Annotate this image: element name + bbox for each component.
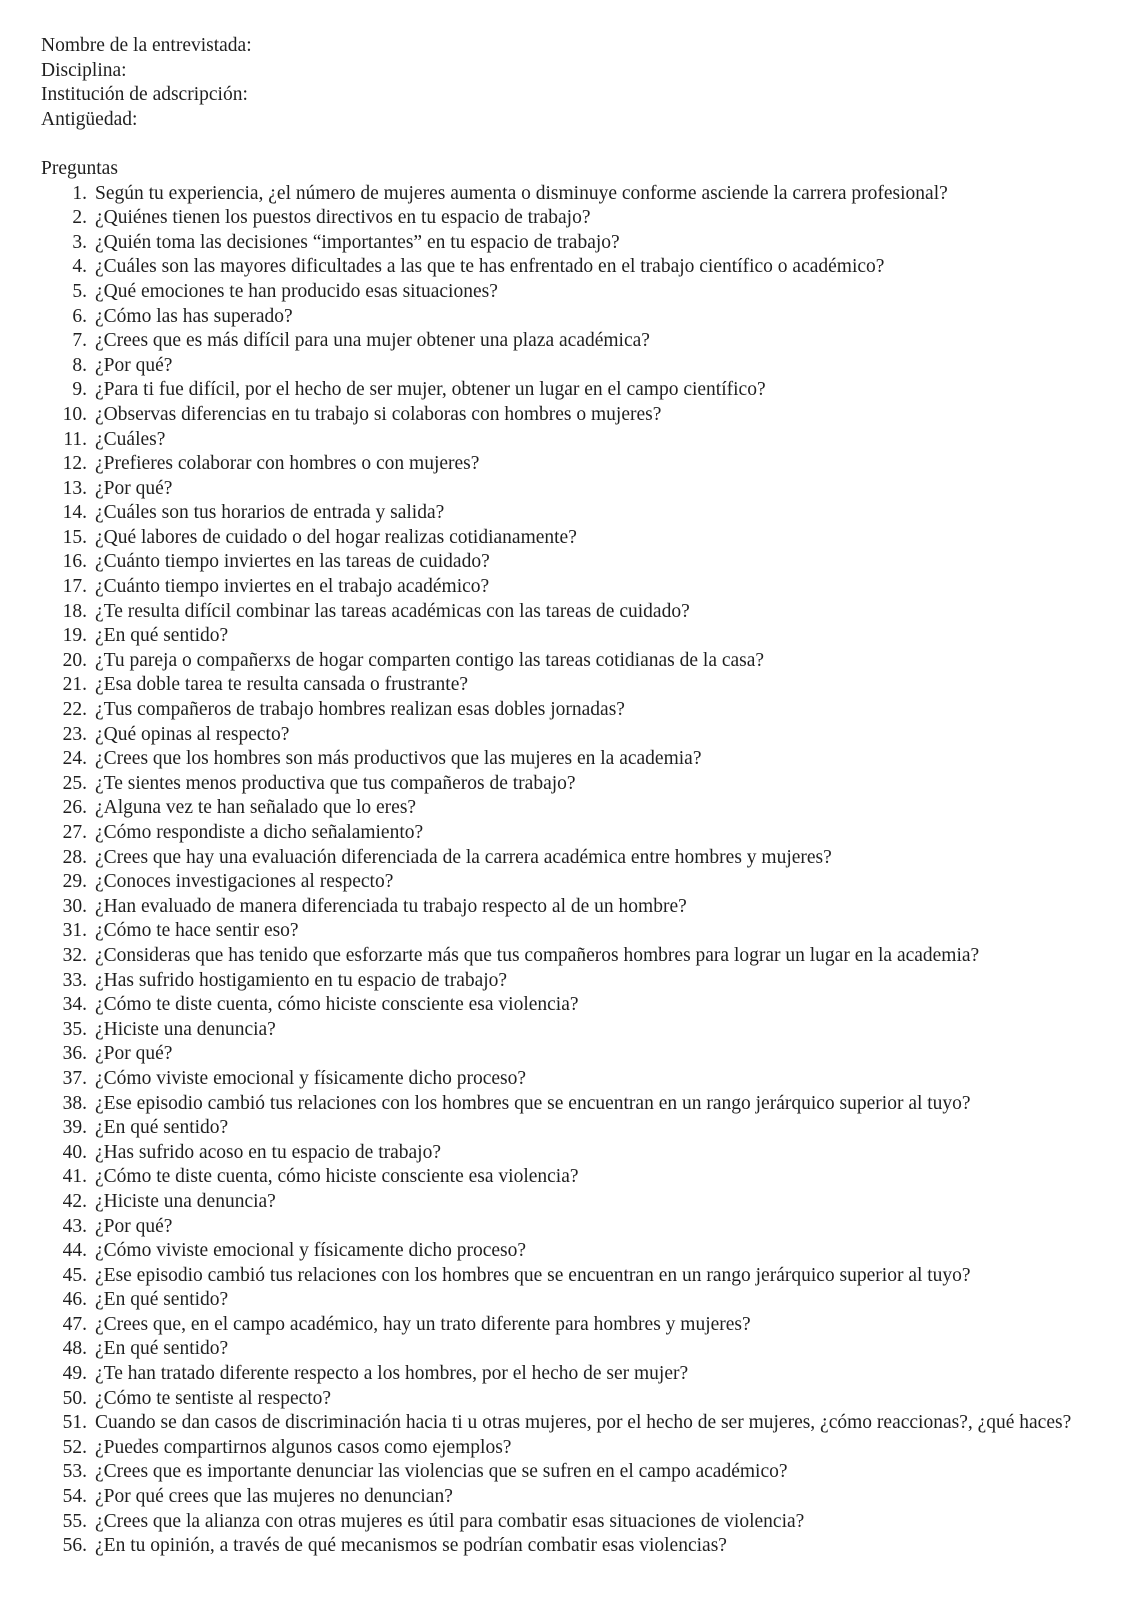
question-item	[41, 550, 1104, 575]
question-text: ¿Cuánto tiempo inviertes en el trabajo académico?	[95, 576, 490, 598]
question-text: ¿Has sufrido acoso en tu espacio de trabajo?	[95, 1141, 441, 1163]
question-number: 31.	[62, 920, 87, 942]
question-item	[41, 477, 1104, 502]
question-number: 3.	[72, 231, 87, 253]
question-item	[41, 1141, 1104, 1166]
question-number: 15.	[62, 526, 87, 548]
question-item	[41, 919, 1104, 944]
question-text: ¿Puedes compartirnos algunos casos como ejemplos?	[95, 1436, 512, 1458]
question-number: 7.	[72, 330, 87, 352]
question-item	[41, 723, 1104, 748]
question-number: 41.	[62, 1166, 87, 1188]
question-number: 10.	[62, 403, 87, 425]
question-item	[41, 993, 1104, 1018]
question-item	[41, 182, 1104, 207]
question-text: ¿Crees que la alianza con otras mujeres es útil para combatir esas situaciones de violencia?	[95, 1510, 805, 1532]
question-item	[41, 1436, 1104, 1461]
question-item	[41, 846, 1104, 871]
question-text: ¿Por qué?	[95, 1043, 173, 1065]
question-item	[41, 526, 1104, 551]
question-item	[41, 1288, 1104, 1313]
question-number: 14.	[62, 502, 87, 524]
question-item	[41, 1239, 1104, 1264]
question-number: 17.	[62, 576, 87, 598]
question-number: 45.	[62, 1264, 87, 1286]
question-number: 32.	[62, 944, 87, 966]
question-text: ¿Cuáles son tus horarios de entrada y salida?	[95, 502, 445, 524]
question-item	[41, 944, 1104, 969]
question-number: 21.	[62, 674, 87, 696]
question-item	[41, 1116, 1104, 1141]
question-text: ¿Crees que hay una evaluación diferenciada de la carrera académica entre hombres y mujeres?	[95, 846, 832, 868]
question-item	[41, 600, 1104, 625]
question-item	[41, 1313, 1104, 1338]
question-number: 16.	[62, 551, 87, 573]
question-number: 11.	[63, 428, 87, 450]
question-number: 23.	[62, 723, 87, 745]
question-text: ¿Observas diferencias en tu trabajo si colaboras con hombres o mujeres?	[95, 403, 662, 425]
question-text: ¿Cómo las has superado?	[95, 305, 293, 327]
question-item	[41, 1042, 1104, 1067]
question-text: ¿Hiciste una denuncia?	[95, 1018, 276, 1040]
question-text: ¿Por qué?	[95, 477, 173, 499]
question-number: 13.	[62, 477, 87, 499]
question-item	[41, 305, 1104, 330]
question-number: 29.	[62, 871, 87, 893]
question-number: 27.	[62, 822, 87, 843]
question-item	[41, 1165, 1104, 1190]
question-text: ¿Cómo respondiste a dicho señalamiento?	[95, 822, 424, 843]
question-number: 6.	[72, 305, 87, 327]
question-number: 42.	[62, 1190, 87, 1212]
question-text: Cuando se dan casos de discriminación hacia ti u otras mujeres, por el hecho de ser mujeres, ¿cómo reaccionas?, ¿qué haces?	[95, 1412, 1072, 1434]
question-number: 4.	[72, 256, 87, 278]
question-item	[41, 698, 1104, 723]
interview-header	[41, 34, 1104, 132]
question-text: ¿Quiénes tienen los puestos directivos en tu espacio de trabajo?	[95, 207, 591, 229]
question-item	[41, 1067, 1104, 1092]
question-number: 44.	[62, 1240, 87, 1262]
institution-label: Institución de adscripción:	[41, 84, 248, 106]
question-number: 30.	[62, 895, 87, 917]
question-item	[41, 1485, 1104, 1510]
question-text: ¿Conoces investigaciones al respecto?	[95, 871, 394, 893]
question-item	[41, 747, 1104, 772]
question-item	[41, 1362, 1104, 1387]
question-text: ¿Crees que los hombres son más productivos que las mujeres en la academia?	[95, 748, 702, 770]
question-number: 50.	[62, 1387, 87, 1409]
question-number: 36.	[62, 1043, 87, 1065]
question-text: ¿Cómo te diste cuenta, cómo hiciste consciente esa violencia?	[95, 994, 579, 1016]
question-number: 24.	[62, 748, 87, 770]
question-number: 48.	[62, 1338, 87, 1360]
question-text: ¿Qué emociones te han producido esas situaciones?	[95, 280, 498, 302]
question-item	[41, 452, 1104, 477]
seniority-label: Antigüedad:	[41, 108, 138, 130]
question-item	[41, 969, 1104, 994]
question-text: ¿Cómo te sentiste al respecto?	[95, 1387, 332, 1409]
question-text: ¿En qué sentido?	[95, 1117, 229, 1139]
question-item	[41, 280, 1104, 305]
question-text: ¿Por qué?	[95, 1215, 173, 1237]
question-number: 53.	[62, 1461, 87, 1483]
question-number: 46.	[62, 1289, 87, 1311]
question-item	[41, 772, 1104, 797]
question-text: ¿Alguna vez te han señalado que lo eres?	[95, 797, 417, 819]
question-item	[41, 1190, 1104, 1215]
interviewee-name-label: Nombre de la entrevistada:	[41, 35, 252, 56]
question-text: ¿Crees que es más difícil para una mujer obtener una plaza académica?	[95, 330, 650, 352]
question-number: 12.	[62, 453, 87, 475]
question-text: ¿Te sientes menos productiva que tus compañeros de trabajo?	[95, 772, 576, 794]
question-item	[41, 1411, 1104, 1436]
question-text: ¿Esa doble tarea te resulta cansada o frustrante?	[95, 674, 469, 696]
question-text: ¿Qué opinas al respecto?	[95, 723, 290, 745]
question-item	[41, 206, 1104, 231]
question-item	[41, 624, 1104, 649]
question-text: ¿Cómo viviste emocional y físicamente dicho proceso?	[95, 1067, 527, 1089]
question-text: ¿Has sufrido hostigamiento en tu espacio de trabajo?	[95, 969, 508, 991]
question-text: ¿En qué sentido?	[95, 1289, 229, 1311]
question-number: 40.	[62, 1141, 87, 1163]
question-number: 33.	[62, 969, 87, 991]
question-text: ¿Tu pareja o compañerxs de hogar comparten contigo las tareas cotidianas de la casa?	[95, 649, 765, 671]
question-number: 22.	[62, 699, 87, 721]
question-number: 1.	[72, 182, 87, 204]
question-text: Según tu experiencia, ¿el número de mujeres aumenta o disminuye conforme asciende la carrera profesional?	[95, 182, 948, 204]
question-item	[41, 1387, 1104, 1412]
question-item	[41, 501, 1104, 526]
question-text: ¿Cuáles?	[95, 428, 166, 450]
question-item	[41, 255, 1104, 280]
question-item	[41, 895, 1104, 920]
question-text: ¿Cuánto tiempo inviertes en las tareas de cuidado?	[95, 551, 490, 573]
question-number: 51.	[62, 1412, 87, 1434]
question-item	[41, 796, 1104, 821]
question-number: 18.	[62, 600, 87, 622]
question-number: 56.	[62, 1535, 87, 1557]
question-item	[41, 428, 1104, 453]
question-item	[41, 1215, 1104, 1240]
question-item	[41, 575, 1104, 600]
question-item	[41, 378, 1104, 403]
question-text: ¿Hiciste una denuncia?	[95, 1190, 276, 1212]
question-number: 47.	[62, 1313, 87, 1335]
question-number: 26.	[62, 797, 87, 819]
question-text: ¿Tus compañeros de trabajo hombres realizan esas dobles jornadas?	[95, 699, 625, 721]
question-text: ¿Ese episodio cambió tus relaciones con los hombres que se encuentran en un rango jerárquico superior al tuyo?	[95, 1264, 971, 1286]
question-item	[41, 1460, 1104, 1485]
question-number: 38.	[62, 1092, 87, 1114]
question-item	[41, 821, 1104, 846]
document-page	[41, 34, 1104, 1559]
question-number: 9.	[72, 379, 87, 401]
question-number: 43.	[62, 1215, 87, 1237]
question-text: ¿Cómo te hace sentir eso?	[95, 920, 299, 942]
question-text: ¿Por qué?	[95, 354, 173, 376]
question-text: ¿Han evaluado de manera diferenciada tu trabajo respecto al de un hombre?	[95, 895, 687, 917]
question-number: 5.	[72, 280, 87, 302]
question-number: 49.	[62, 1363, 87, 1385]
question-item	[41, 649, 1104, 674]
question-number: 2.	[72, 207, 87, 229]
discipline-label: Disciplina:	[41, 59, 127, 81]
question-item	[41, 1264, 1104, 1289]
question-item	[41, 354, 1104, 379]
question-item	[41, 1092, 1104, 1117]
question-item	[41, 870, 1104, 895]
question-list	[41, 182, 1104, 1559]
question-number: 8.	[72, 354, 87, 376]
question-number: 19.	[62, 625, 87, 647]
question-text: ¿Crees que, en el campo académico, hay un trato diferente para hombres y mujeres?	[95, 1313, 751, 1335]
question-text: ¿Quién toma las decisiones “importantes” en tu espacio de trabajo?	[95, 231, 620, 253]
question-number: 37.	[62, 1067, 87, 1089]
question-number: 28.	[62, 846, 87, 868]
question-text: ¿Crees que es importante denunciar las violencias que se sufren en el campo académico?	[95, 1461, 788, 1483]
question-number: 34.	[62, 994, 87, 1016]
question-item	[41, 1510, 1104, 1535]
question-text: ¿Ese episodio cambió tus relaciones con los hombres que se encuentran en un rango jerárquico superior al tuyo?	[95, 1092, 971, 1114]
question-text: ¿En tu opinión, a través de qué mecanismos se podrían combatir esas violencias?	[95, 1535, 727, 1557]
question-text: ¿Qué labores de cuidado o del hogar realizas cotidianamente?	[95, 526, 577, 548]
question-item	[41, 1018, 1104, 1043]
question-text: ¿En qué sentido?	[95, 625, 229, 647]
questions-heading: Preguntas	[41, 157, 118, 179]
question-text: ¿Prefieres colaborar con hombres o con mujeres?	[95, 453, 480, 475]
question-number: 39.	[62, 1117, 87, 1139]
question-text: ¿Cómo te diste cuenta, cómo hiciste consciente esa violencia?	[95, 1166, 579, 1188]
question-number: 20.	[62, 649, 87, 671]
question-text: ¿Te han tratado diferente respecto a los hombres, por el hecho de ser mujer?	[95, 1363, 689, 1385]
question-text: ¿Te resulta difícil combinar las tareas académicas con las tareas de cuidado?	[95, 600, 690, 622]
question-number: 54.	[62, 1486, 87, 1508]
question-item	[41, 1337, 1104, 1362]
question-text: ¿Por qué crees que las mujeres no denuncian?	[95, 1486, 453, 1508]
question-text: ¿Consideras que has tenido que esforzarte más que tus compañeros hombres para lograr un lugar en la academia?	[95, 944, 980, 966]
question-text: ¿Cuáles son las mayores dificultades a las que te has enfrentado en el trabajo científico o académico?	[95, 256, 885, 278]
question-item	[41, 1534, 1104, 1559]
question-number: 52.	[62, 1436, 87, 1458]
question-text: ¿En qué sentido?	[95, 1338, 229, 1360]
question-number: 25.	[62, 772, 87, 794]
question-item	[41, 231, 1104, 256]
question-number: 35.	[62, 1018, 87, 1040]
question-item	[41, 673, 1104, 698]
question-text: ¿Cómo viviste emocional y físicamente dicho proceso?	[95, 1240, 527, 1262]
question-item	[41, 403, 1104, 428]
question-text: ¿Para ti fue difícil, por el hecho de ser mujer, obtener un lugar en el campo científico?	[95, 379, 766, 401]
question-number: 55.	[62, 1510, 87, 1532]
question-item	[41, 329, 1104, 354]
